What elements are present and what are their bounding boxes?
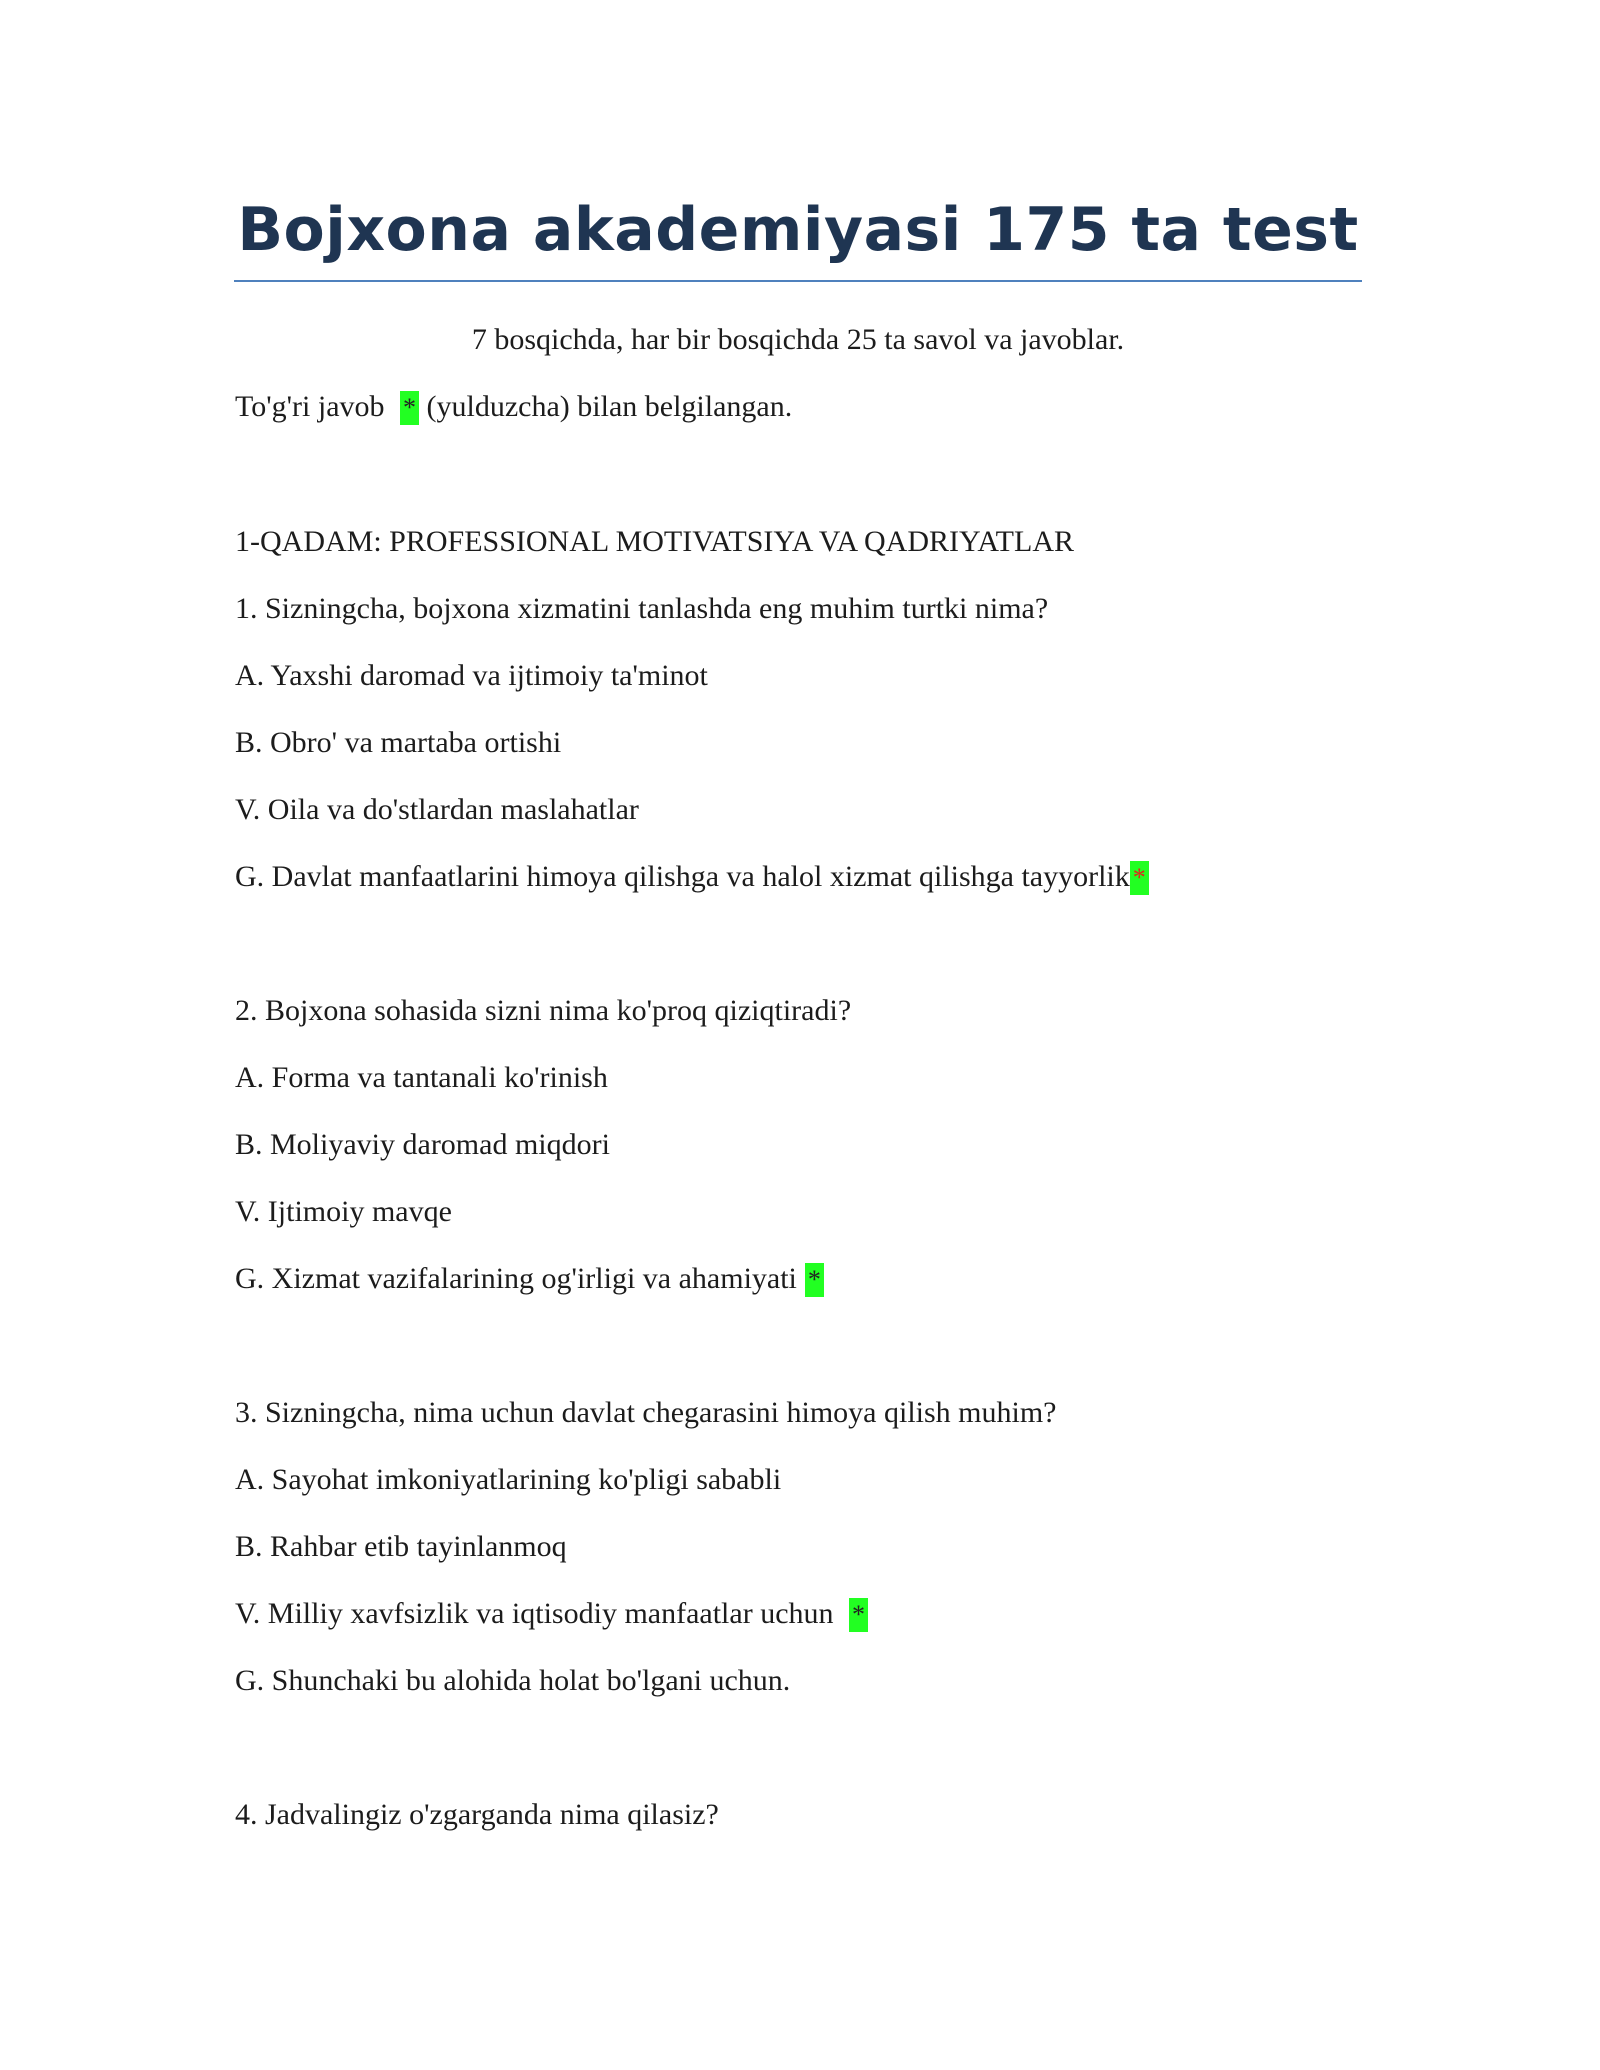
answer-option-correct xyxy=(235,1259,824,1299)
correct-answer-star: * xyxy=(805,1263,824,1297)
answer-option: A. Sayohat imkoniyatlarining ko'pligi sababli xyxy=(235,1463,782,1496)
correct-answer-star: * xyxy=(1130,861,1149,895)
answer-option: A. Yaxshi daromad va ijtimoiy ta'minot xyxy=(235,659,708,692)
answer-option-text: V. Milliy xavfsizlik va iqtisodiy manfaatlar uchun xyxy=(235,1597,834,1630)
legend-star-marker: * xyxy=(400,391,419,425)
question-text: 4. Jadvalingiz o'zgarganda nima qilasiz? xyxy=(235,1798,719,1831)
legend-text-before: To'g'ri javob xyxy=(235,390,385,423)
question-text: 2. Bojxona sohasida sizni nima ko'proq qiziqtiradi? xyxy=(235,994,852,1027)
answer-option: A. Forma va tantanali ko'rinish xyxy=(235,1061,608,1094)
intro-line: 7 bosqichda, har bir bosqichda 25 ta savol va javoblar. xyxy=(471,323,1125,356)
document-title: Bojxona akademiyasi 175 ta test xyxy=(237,195,1359,265)
answer-option-correct xyxy=(235,857,1149,897)
question-text: 3. Sizningcha, nima uchun davlat chegarasini himoya qilish muhim? xyxy=(235,1396,1057,1429)
answer-option: B. Moliyaviy daromad miqdori xyxy=(235,1128,610,1161)
answer-option: V. Oila va do'stlardan maslahatlar xyxy=(235,793,639,826)
answer-option: G. Shunchaki bu alohida holat bo'lgani uchun. xyxy=(235,1664,791,1697)
legend-line xyxy=(235,387,792,427)
answer-option-text: G. Xizmat vazifalarining og'irligi va ahamiyati xyxy=(235,1262,797,1295)
answer-option-text: G. Davlat manfaatlarini himoya qilishga va halol xizmat qilishga tayyorlik xyxy=(235,860,1130,893)
question-text: 1. Sizningcha, bojxona xizmatini tanlashda eng muhim turtki nima? xyxy=(235,592,1049,625)
answer-option: V. Ijtimoiy mavqe xyxy=(235,1195,452,1228)
section-heading: 1-QADAM: PROFESSIONAL MOTIVATSIYA VA QADRIYATLAR xyxy=(235,525,1075,558)
answer-option: B. Obro' va martaba ortishi xyxy=(235,726,562,759)
answer-option-correct xyxy=(235,1594,868,1634)
correct-answer-star: * xyxy=(849,1598,868,1632)
answer-option: B. Rahbar etib tayinlanmoq xyxy=(235,1530,567,1563)
title-underline xyxy=(234,280,1362,282)
legend-text-after: (yulduzcha) bilan belgilangan. xyxy=(426,390,793,423)
